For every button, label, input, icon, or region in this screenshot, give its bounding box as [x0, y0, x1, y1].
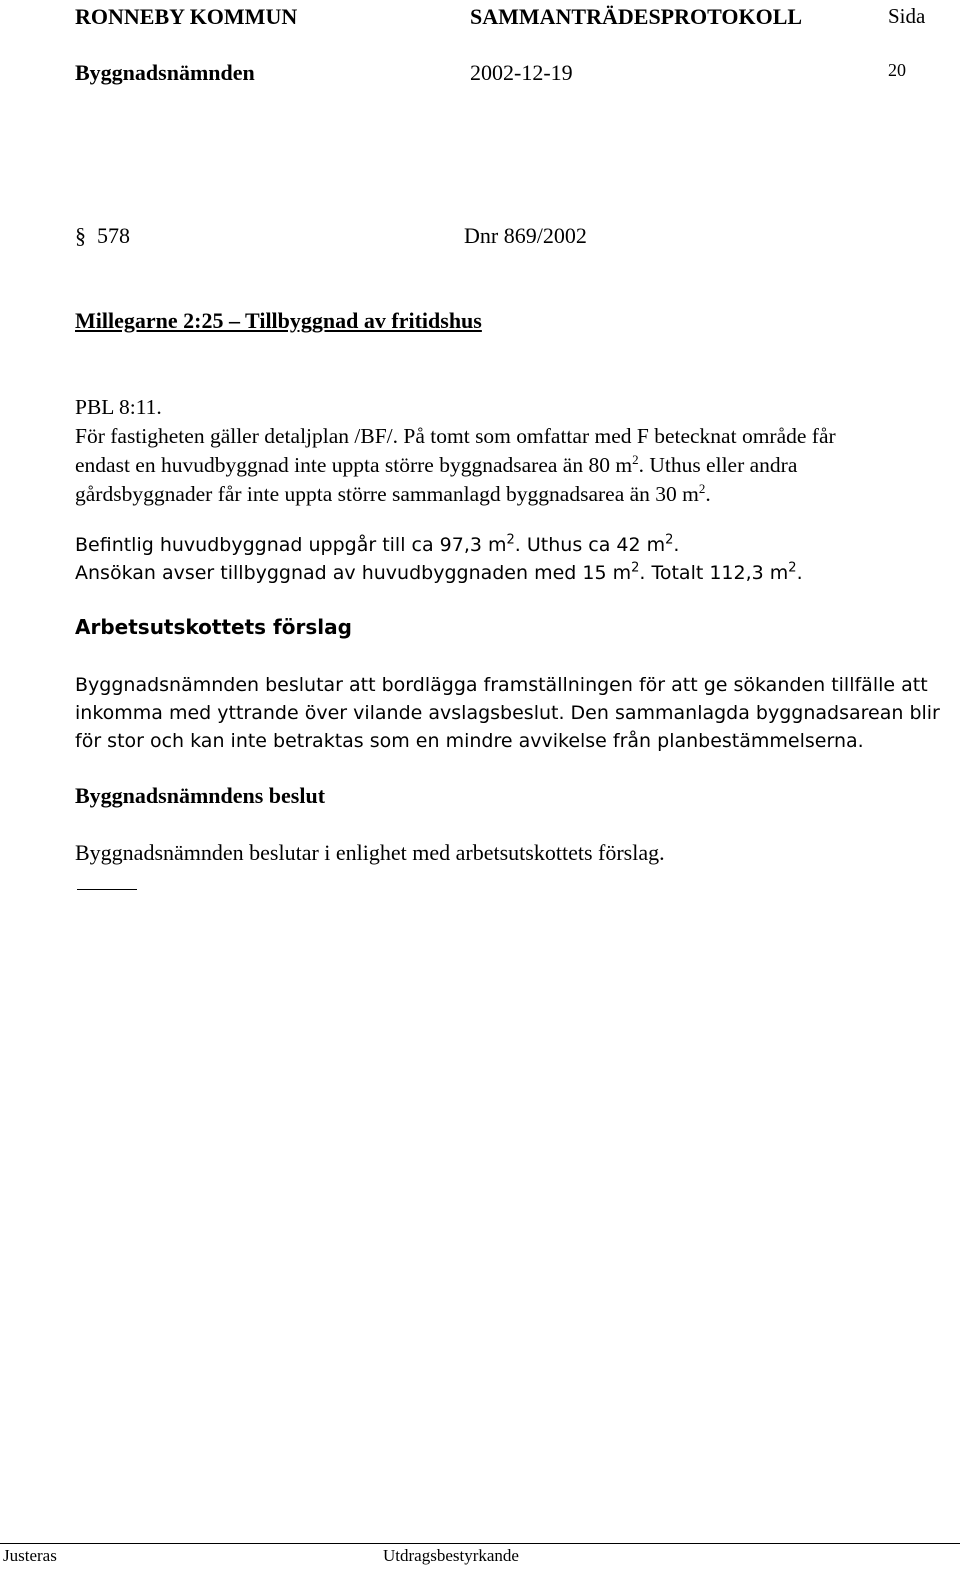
- page-number: 20: [888, 60, 906, 80]
- background-line: För fastigheten gäller detaljplan /BF/. På tomt som omfattar med F betecknat område får: [75, 424, 836, 448]
- footer-utdragsbestyrkande: Utdragsbestyrkande: [383, 1546, 519, 1565]
- footer-justeras: Justeras: [3, 1546, 57, 1565]
- org-name: RONNEBY KOMMUN: [75, 4, 298, 29]
- document-type: SAMMANTRÄDESPROTOKOLL: [470, 4, 803, 29]
- paragraph-number: [75, 223, 130, 249]
- background-paragraph: [75, 393, 836, 509]
- existing-paragraph: [75, 531, 803, 587]
- committee-name: Byggnadsnämnden: [75, 60, 255, 85]
- law-reference: PBL 8:11.: [75, 395, 162, 419]
- proposal-heading: Arbetsutskottets förslag: [75, 615, 352, 639]
- proposal-line: inkomma med yttrande över vilande avslagsbeslut. Den sammanlagda byggnadsarean blir: [75, 702, 940, 724]
- item-number: 578: [97, 223, 130, 248]
- decision-text: Byggnadsnämnden beslutar i enlighet med arbetsutskottets förslag.: [75, 840, 665, 865]
- background-line: endast en huvudbyggnad inte uppta större byggnadsarea än 80 $m^2$. Uthus eller andra: [75, 451, 798, 477]
- decision-heading: Byggnadsnämndens beslut: [75, 783, 326, 808]
- item-title: Millegarne 2:25 – Tillbyggnad av fritidshus: [75, 308, 482, 333]
- page-label: Sida: [888, 4, 926, 28]
- proposal-paragraph: [75, 671, 940, 755]
- background-line: gårdsbyggnader får inte uppta större sammanlagd byggnadsarea än 30 $m^2$.: [75, 480, 711, 506]
- proposal-line: för stor och kan inte betraktas som en mindre avvikelse från planbestämmelserna.: [75, 730, 864, 752]
- footer-divider: [0, 1543, 960, 1544]
- end-rule: [77, 889, 137, 890]
- existing-line: Befintlig huvudbyggnad uppgår till ca 97,3 $m^2$. Uthus ca 42 $m^2$.: [75, 532, 680, 556]
- meeting-date: 2002-12-19: [470, 60, 573, 85]
- proposal-line: Byggnadsnämnden beslutar att bordlägga framställningen för att ge sökanden tillfälle att: [75, 674, 928, 696]
- section-symbol: §: [75, 223, 86, 248]
- application-line: Ansökan avser tillbyggnad av huvudbyggnaden med 15 $m^2$. Totalt 112,3 $m^2$.: [75, 560, 803, 584]
- diary-number: Dnr 869/2002: [464, 223, 587, 248]
